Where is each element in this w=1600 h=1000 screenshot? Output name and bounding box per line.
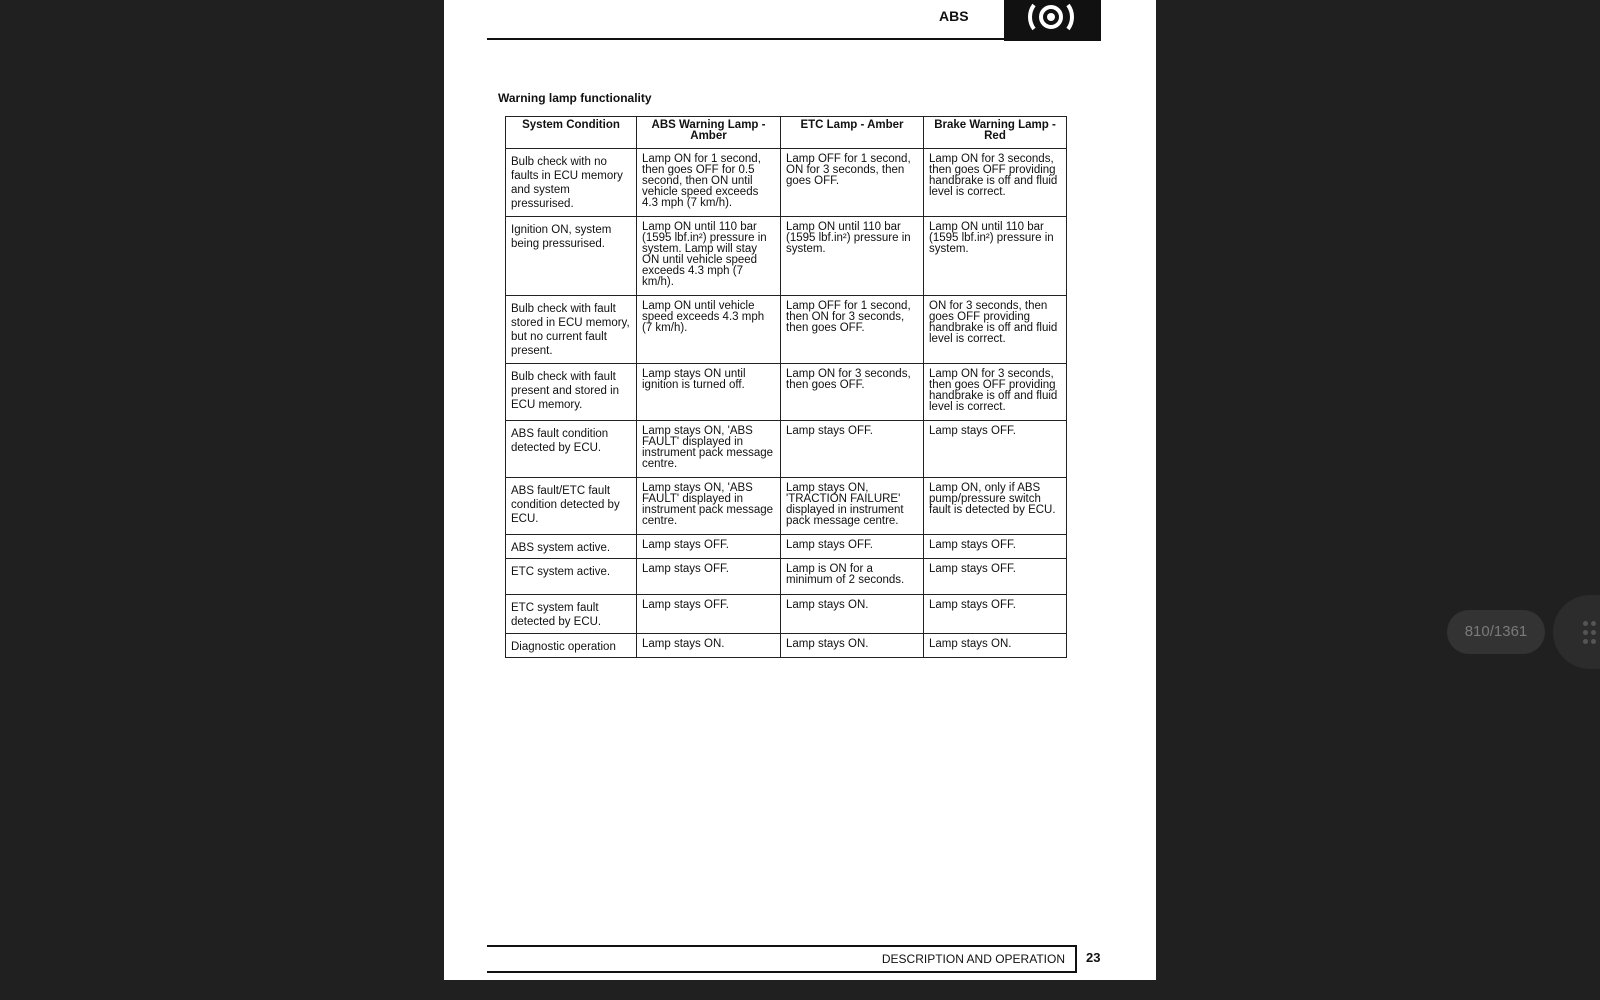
table-cell: Lamp ON until 110 bar (1595 lbf.in²) pressure in system. [924,217,1067,296]
table-cell: Lamp OFF for 1 second, then ON for 3 seconds, then goes OFF. [781,296,924,364]
table-cell: Lamp stays OFF. [781,421,924,478]
table-cell: Lamp is ON for a minimum of 2 seconds. [781,559,924,595]
table-row [506,217,1067,296]
column-header: System Condition [506,117,637,149]
table-cell: Lamp ON for 1 second, then goes OFF for 0.5 second, then ON until vehicle speed exceeds 4.3 mph (7 km/h). [637,149,781,217]
table-cell: Lamp ON for 3 seconds, then goes OFF providing handbrake is off and fluid level is correct. [924,364,1067,421]
header-title: ABS [939,8,969,24]
table-cell: Lamp stays OFF. [781,535,924,559]
table-row [506,535,1067,559]
table-cell: Lamp ON until 110 bar (1595 lbf.in²) pressure in system. Lamp will stay ON until vehicle speed exceeds 4.3 mph (7 km/h). [637,217,781,296]
table-cell: Lamp stays ON, 'TRACTION FAILURE' displayed in instrument pack message centre. [781,478,924,535]
table-cell: Bulb check with no faults in ECU memory and system pressurised. [506,149,637,217]
brake-disc-icon [1004,0,1101,41]
table-cell: Ignition ON, system being pressurised. [506,217,637,296]
table-cell: Lamp ON for 3 seconds, then goes OFF providing handbrake is off and fluid level is correct. [924,149,1067,217]
table-cell: Lamp stays ON. [924,634,1067,658]
table-cell: ABS fault condition detected by ECU. [506,421,637,478]
table-cell: Lamp ON until vehicle speed exceeds 4.3 mph (7 km/h). [637,296,781,364]
table-cell: Lamp stays ON until ignition is turned off. [637,364,781,421]
column-header: ETC Lamp - Amber [781,117,924,149]
table-cell: Lamp stays OFF. [924,559,1067,595]
footer-section-title: DESCRIPTION AND OPERATION [881,952,1065,966]
table-cell: Bulb check with fault stored in ECU memory, but no current fault present. [506,296,637,364]
table-cell: Lamp stays OFF. [637,535,781,559]
footer-box [487,945,1077,973]
table-cell: Lamp stays ON, 'ABS FAULT' displayed in instrument pack message centre. [637,478,781,535]
table-row [506,478,1067,535]
table-row [506,634,1067,658]
table-cell: Lamp stays OFF. [637,559,781,595]
viewer-side-handle[interactable] [1553,595,1600,669]
table-row [506,149,1067,217]
table-cell: ABS fault/ETC fault condition detected by ECU. [506,478,637,535]
table-cell: Lamp OFF for 1 second, ON for 3 seconds, then goes OFF. [781,149,924,217]
table-cell: Lamp stays OFF. [924,535,1067,559]
table-cell: Lamp stays OFF. [637,595,781,634]
table-row [506,421,1067,478]
table-cell: Lamp ON, only if ABS pump/pressure switch fault is detected by ECU. [924,478,1067,535]
table-cell: Bulb check with fault present and stored in ECU memory. [506,364,637,421]
table-cell: Lamp stays ON. [637,634,781,658]
table-cell: Lamp stays OFF. [924,421,1067,478]
table-row [506,364,1067,421]
column-header: Brake Warning Lamp - Red [924,117,1067,149]
document-page [444,0,1156,980]
table-row [506,559,1067,595]
table-cell: Lamp stays ON. [781,595,924,634]
table-cell: Lamp ON for 3 seconds, then goes OFF. [781,364,924,421]
table-cell: ETC system fault detected by ECU. [506,595,637,634]
table-cell: Lamp stays ON. [781,634,924,658]
table-cell: ETC system active. [506,559,637,595]
table-cell: ABS system active. [506,535,637,559]
table-cell: Diagnostic operation [506,634,637,658]
header-rule [487,38,1101,40]
table-row [506,595,1067,634]
table-cell: Lamp stays ON, 'ABS FAULT' displayed in instrument pack message centre. [637,421,781,478]
table-cell: Lamp stays OFF. [924,595,1067,634]
table-row [506,296,1067,364]
warning-lamp-table [505,116,1067,658]
page-counter: 810/1361 [1447,610,1545,654]
column-header: ABS Warning Lamp - Amber [637,117,781,149]
table-cell: ON for 3 seconds, then goes OFF providing handbrake is off and fluid level is correct. [924,296,1067,364]
page-number: 23 [1086,950,1101,965]
table-header-row [506,117,1067,149]
section-heading: Warning lamp functionality [498,91,652,105]
table-cell: Lamp ON until 110 bar (1595 lbf.in²) pressure in system. [781,217,924,296]
